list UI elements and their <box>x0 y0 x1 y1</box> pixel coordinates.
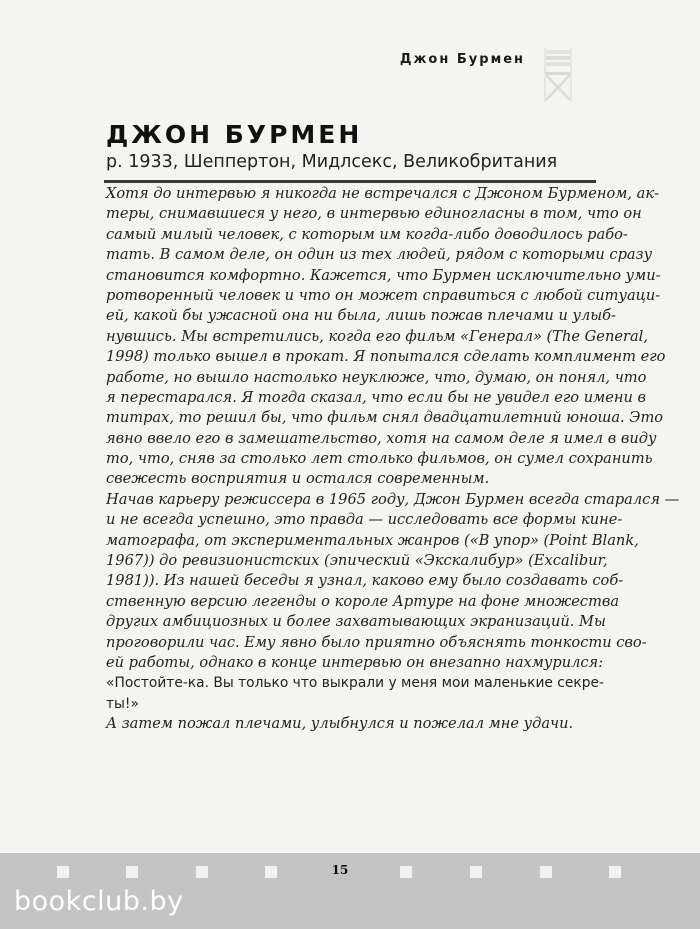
footer-square <box>609 866 621 878</box>
page-number: 15 <box>331 863 349 877</box>
footer-square <box>196 866 208 878</box>
footer-square <box>57 866 69 878</box>
intro-line: титрах, то решил бы, что фильм снял двадцатилетний юноша. Это <box>106 409 664 427</box>
intro-line: матографа, от экспериментальных жанров («В упор» (Point Blank, <box>106 531 639 549</box>
intro-line: я перестарался. Я тогда сказал, что если бы не увидел его имени в <box>106 388 647 406</box>
intro-line: Начав карьеру режиссера в 1965 году, Джон Бурмен всегда старался — <box>106 490 680 508</box>
intro-line: явно ввело его в замешательство, хотя на самом деле я имел в виду <box>106 429 657 447</box>
intro-text <box>106 184 680 735</box>
intro-line: ей, какой бы ужасной она ни была, лишь пожав плечами и улыб- <box>106 307 616 325</box>
heading-rule <box>104 180 596 183</box>
footer-square <box>265 866 277 878</box>
intro-line: нувшись. Мы встретились, когда его фильм «Генерал» (The General, <box>106 327 648 345</box>
intro-line: ственную версию легенды о короле Артуре на фоне множества <box>106 592 620 610</box>
page-title: ДЖОН БУРМЕН <box>106 120 363 149</box>
intro-line: 1981)). Из нашей беседы я узнал, каково ему было создавать соб- <box>106 572 624 590</box>
footer-square <box>126 866 138 878</box>
running-head: Джон Бурмен <box>399 52 525 67</box>
footer-square <box>400 866 412 878</box>
intro-line: самый милый человек, с которым им когда-либо доводилось рабо- <box>106 225 628 243</box>
footer-square <box>470 866 482 878</box>
intro-line: других амбициозных и более захватывающих экранизаций. Мы <box>106 613 606 631</box>
intro-line: ей работы, однако в конце интервью он внезапно нахмурился: <box>106 653 604 671</box>
footer-square <box>540 866 552 878</box>
intro-line: 1998) только вышел в прокат. Я попытался сделать комплимент его <box>106 348 666 366</box>
quote-line: ты!» <box>106 695 139 712</box>
intro-line: теры, снимавшиеся у него, в интервью единогласны в том, что он <box>106 205 642 223</box>
intro-line: Хотя до интервью я никогда не встречался с Джоном Бурменом, ак- <box>106 185 660 202</box>
intro-line: 1967)) до ревизионистских (эпический «Экскалибур» (Excalibur, <box>106 552 608 570</box>
intro-line: становится комфортно. Кажется, что Бурмен исключительно уми- <box>106 266 661 284</box>
intro-line: ротворенный человек и что он может справиться с любой ситуаци- <box>106 286 661 304</box>
directors-chair-icon <box>540 44 576 104</box>
intro-line: тать. В самом деле, он один из тех людей, рядом с которыми сразу <box>106 246 653 264</box>
watermark: bookclub.by <box>14 886 184 917</box>
intro-line: работе, но вышло настолько неуклюже, что, думаю, он понял, что <box>106 368 647 386</box>
intro-line: и не всегда успешно, это правда — исследовать все формы кине- <box>106 511 623 529</box>
intro-line: то, что, сняв за столько лет столько фильмов, он сумел сохранить <box>106 450 653 468</box>
quote-line: «Постойте-ка. Вы только что выкрали у меня мои маленькие секре- <box>106 675 604 692</box>
closing-line: А затем пожал плечами, улыбнулся и пожелал мне удачи. <box>106 715 574 733</box>
intro-line: проговорили час. Ему явно было приятно объяснять тонкости сво- <box>106 633 647 651</box>
intro-line: свежесть восприятия и остался современным. <box>106 470 490 488</box>
birth-info: р. 1933, Шеппертон, Мидлсекс, Великобритания <box>106 152 558 172</box>
